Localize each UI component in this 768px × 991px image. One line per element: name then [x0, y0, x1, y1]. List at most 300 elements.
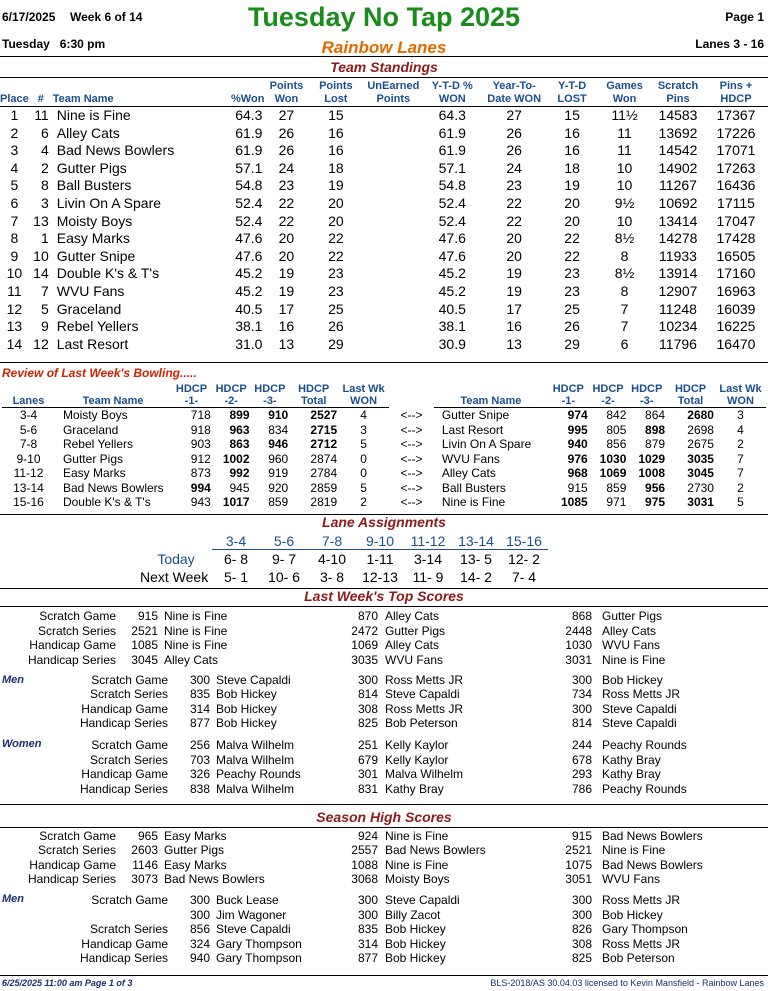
- review-cell: 3: [360, 422, 367, 437]
- standings-cell: 5: [40, 300, 49, 317]
- section-season-title: Season High Scores: [316, 809, 452, 825]
- score-value: 300: [571, 673, 592, 687]
- standings-cell: 17115: [717, 194, 755, 211]
- score-category: Handicap Series: [27, 652, 116, 667]
- score-category: Scratch Game: [39, 829, 116, 843]
- table-row: [0, 336, 768, 354]
- standings-cell: Gutter Snipe: [56, 247, 136, 264]
- score-value: 300: [189, 893, 210, 907]
- lane-pair-header: 13-14: [452, 533, 500, 550]
- review-cell: Gutter Pigs: [62, 451, 123, 466]
- review-cell: 1085: [560, 495, 588, 509]
- review-cell: Gutter Snipe: [441, 408, 510, 422]
- standings-cell: 61.9: [438, 142, 466, 159]
- review-cell: 0: [360, 451, 367, 466]
- standings-cell: 13914: [658, 265, 698, 282]
- standings-cell: 14542: [658, 142, 698, 159]
- table-row: [140, 568, 548, 586]
- score-value: 1075: [565, 857, 592, 872]
- standings-cell: 13: [278, 335, 295, 352]
- score-category: Handicap Game: [81, 936, 168, 951]
- score-name: Ross Metts JR: [385, 701, 464, 716]
- score-name: Steve Capaldi: [216, 673, 291, 687]
- review-cell: 940: [567, 437, 588, 451]
- score-name: Gary Thompson: [216, 936, 302, 951]
- review-cell: <-->: [400, 480, 423, 495]
- review-cell: 1008: [638, 466, 666, 480]
- review-cell: 0: [360, 466, 367, 480]
- standings-cell: [363, 195, 423, 213]
- standings-cell: 16: [328, 124, 344, 141]
- score-name: Bad News Bowlers: [602, 829, 703, 843]
- standings-header: UnEarned Points: [363, 80, 423, 107]
- score-value: 856: [189, 922, 210, 936]
- standings-cell: 13414: [658, 212, 698, 229]
- score-value: 300: [357, 893, 378, 907]
- review-cell: 2680: [687, 408, 714, 422]
- review-cell: 1069: [599, 466, 627, 480]
- standings-cell: 9: [10, 247, 19, 264]
- table-row: [0, 265, 768, 283]
- review-cell: Alley Cats: [441, 466, 496, 480]
- table-row: [0, 107, 768, 125]
- lane-matchup: 7- 4: [511, 569, 537, 585]
- standings-cell: 17047: [716, 212, 756, 229]
- score-value: 308: [357, 701, 378, 716]
- review-cell: 5: [360, 480, 367, 495]
- review-cell: Ball Busters: [441, 480, 506, 495]
- standings-cell: 57.1: [235, 159, 263, 176]
- standings-cell: 64.3: [438, 107, 466, 123]
- standings-cell: 22: [278, 212, 295, 229]
- standings-cell: 29: [564, 335, 580, 352]
- standings-cell: 16: [564, 142, 580, 159]
- score-name: Alley Cats: [385, 638, 440, 652]
- score-value: 965: [137, 829, 158, 843]
- standings-cell: 9: [40, 318, 49, 335]
- table-row: [0, 283, 768, 301]
- review-cell: 3031: [687, 495, 714, 509]
- standings-cell: 10234: [658, 318, 698, 335]
- score-value: 1069: [351, 638, 378, 652]
- score-name: Bob Hickey: [216, 687, 277, 702]
- review-cell: 920: [268, 480, 289, 495]
- standings-cell: [363, 265, 423, 283]
- score-value: 1085: [131, 638, 158, 652]
- review-cell: <-->: [400, 422, 423, 437]
- standings-cell: 8: [40, 177, 49, 194]
- standings-cell: 17: [506, 300, 522, 317]
- standings-cell: 20: [564, 194, 580, 211]
- score-value: 1030: [565, 638, 592, 652]
- review-cell: 834: [268, 422, 289, 437]
- divider: [0, 77, 768, 78]
- standings-cell: 11½: [611, 107, 638, 123]
- lane-pair-header: 5-6: [260, 533, 308, 550]
- score-name: Jim Wagoner: [216, 907, 287, 922]
- score-name: Steve Capaldi: [602, 715, 677, 730]
- review-cell: 960: [268, 451, 289, 466]
- review-cell: 3-4: [19, 408, 38, 422]
- review-cell: 3045: [687, 466, 714, 480]
- standings-cell: 18: [564, 159, 580, 176]
- standings-cell: 27: [278, 107, 295, 123]
- standings-cell: 5: [10, 177, 19, 194]
- standings-cell: Ball Busters: [56, 177, 132, 194]
- score-name: Bob Hickey: [385, 936, 446, 951]
- review-cell: 903: [190, 437, 211, 451]
- table-row: [2, 437, 766, 452]
- score-category: Scratch Series: [37, 843, 116, 858]
- standings-cell: 8: [10, 230, 19, 247]
- standings-cell: 47.6: [235, 247, 263, 264]
- score-name: Peachy Rounds: [602, 781, 687, 796]
- score-name: Alley Cats: [164, 652, 219, 667]
- score-value: 2521: [565, 843, 592, 858]
- lane-pair-header: 7-8: [308, 533, 356, 550]
- standings-cell: 27: [506, 107, 522, 123]
- standings-cell: 17071: [716, 142, 756, 159]
- score-name: Billy Zacot: [385, 907, 441, 922]
- standings-cell: 6: [620, 335, 629, 352]
- score-value: 877: [189, 715, 210, 730]
- score-category: Scratch Series: [37, 623, 116, 638]
- standings-cell: 11: [34, 107, 49, 123]
- review-cell: 945: [229, 480, 250, 495]
- score-value: 300: [571, 907, 592, 922]
- review-cell: 946: [268, 437, 289, 451]
- standings-cell: 54.8: [438, 177, 466, 194]
- lane-matchup: 10- 6: [268, 569, 300, 585]
- standings-cell: 14: [6, 335, 23, 352]
- score-name: Bad News Bowlers: [164, 872, 265, 887]
- lane-row-label: Today: [157, 550, 195, 567]
- review-cell: 2: [360, 495, 367, 509]
- standings-cell: 10: [616, 177, 633, 194]
- score-name: Bad News Bowlers: [385, 843, 486, 858]
- standings-cell: 52.4: [235, 194, 263, 211]
- score-value: 2557: [351, 843, 378, 858]
- table-row: [0, 230, 768, 248]
- review-header: HDCP Total: [289, 383, 338, 408]
- table-row: [2, 423, 766, 438]
- standings-header: #: [29, 80, 53, 107]
- lane-pair-header: 3-4: [212, 533, 260, 550]
- standings-cell: 16039: [716, 300, 756, 317]
- standings-cell: 30.9: [438, 335, 466, 352]
- score-name: Bob Hickey: [385, 951, 446, 965]
- score-name: Steve Capaldi: [385, 893, 460, 907]
- score-value: 831: [357, 781, 378, 796]
- score-name: Moisty Boys: [385, 872, 450, 887]
- standings-cell: 23: [278, 177, 295, 194]
- standings-cell: 61.9: [235, 142, 263, 159]
- lane-matchup: 12- 2: [508, 551, 540, 567]
- standings-cell: 40.5: [235, 300, 263, 317]
- score-value: 293: [571, 767, 592, 781]
- standings-cell: 10: [33, 247, 49, 264]
- lane-matchup: 12-13: [362, 569, 398, 585]
- standings-cell: 26: [278, 142, 295, 159]
- review-cell: 863: [229, 437, 250, 451]
- score-name: Ross Metts JR: [602, 936, 681, 951]
- review-cell: 899: [229, 408, 250, 422]
- lane-matchup: 5- 1: [223, 569, 249, 585]
- review-cell: 5: [737, 495, 744, 509]
- review-cell: 13-14: [13, 480, 44, 495]
- section-review-title: Review of Last Week's Bowling.....: [2, 366, 197, 380]
- table-row: [0, 125, 768, 143]
- score-name: Ross Metts JR: [602, 893, 681, 907]
- standings-cell: 64.3: [235, 107, 263, 123]
- review-cell: 2712: [310, 437, 338, 451]
- review-cell: 992: [229, 466, 250, 480]
- standings-table: [0, 80, 768, 353]
- score-category: Handicap Game: [81, 701, 168, 716]
- standings-cell: 47.6: [235, 230, 263, 247]
- review-cell: Double K's & T's: [62, 495, 151, 509]
- score-name: Alley Cats: [385, 609, 440, 623]
- review-cell: <-->: [400, 466, 423, 480]
- lane-pair-header: 11-12: [404, 533, 452, 550]
- standings-cell: 22: [328, 230, 344, 247]
- standings-cell: 17263: [716, 159, 756, 176]
- score-name: Gutter Pigs: [602, 609, 663, 623]
- standings-cell: Bad News Bowlers: [56, 142, 175, 159]
- score-name: Nine is Fine: [602, 652, 666, 667]
- standings-cell: 24: [278, 159, 295, 176]
- table-row: [2, 452, 766, 467]
- review-header: HDCP -3-: [251, 383, 290, 408]
- standings-cell: 16225: [716, 318, 756, 335]
- standings-cell: 16: [564, 124, 580, 141]
- review-header: HDCP Total: [666, 383, 715, 408]
- lane-matchup: 3-14: [413, 551, 443, 567]
- standings-cell: 23: [564, 265, 580, 282]
- standings-cell: 2: [40, 159, 49, 176]
- score-category: Scratch Series: [89, 687, 168, 702]
- lane-matchup: 6- 8: [223, 551, 249, 567]
- standings-cell: Alley Cats: [56, 124, 120, 141]
- review-cell: 975: [645, 495, 666, 509]
- standings-cell: 22: [506, 194, 522, 211]
- score-value: 3051: [565, 872, 592, 887]
- standings-cell: [363, 283, 423, 301]
- footer-left: 6/25/2025 11:00 am Page 1 of 3: [2, 978, 133, 988]
- standings-cell: 16963: [716, 282, 756, 299]
- review-cell: 974: [567, 408, 588, 422]
- score-value: 814: [357, 687, 378, 702]
- review-cell: 3035: [687, 451, 714, 466]
- score-name: Bob Peterson: [602, 951, 675, 965]
- review-header: [389, 383, 434, 408]
- review-cell: 2698: [687, 422, 714, 437]
- score-name: Nine is Fine: [164, 623, 228, 638]
- league-title: Tuesday No Tap 2025: [247, 2, 521, 32]
- season-men-label: Men: [2, 893, 24, 905]
- lane-assignments-table: [140, 533, 548, 586]
- score-value: 314: [357, 936, 378, 951]
- score-value: 256: [189, 738, 210, 752]
- standings-cell: Livin On A Spare: [56, 194, 162, 211]
- score-value: 826: [571, 922, 592, 936]
- score-value: 2603: [131, 843, 158, 858]
- score-name: WVU Fans: [602, 638, 661, 652]
- score-name: Bob Peterson: [385, 715, 458, 730]
- table-row: [0, 160, 768, 178]
- divider: [0, 56, 768, 57]
- review-cell: 864: [645, 408, 666, 422]
- standings-cell: 22: [328, 247, 344, 264]
- table-row: [2, 466, 766, 481]
- standings-cell: 12907: [658, 282, 698, 299]
- standings-cell: Moisty Boys: [56, 212, 133, 229]
- standings-cell: 13692: [658, 124, 698, 141]
- score-name: Peachy Rounds: [602, 738, 687, 752]
- review-cell: 968: [567, 466, 588, 480]
- standings-cell: 20: [328, 212, 344, 229]
- standings-cell: 52.4: [235, 212, 263, 229]
- section-standings-title: Team Standings: [330, 59, 438, 75]
- review-cell: Easy Marks: [62, 466, 126, 480]
- standings-cell: [363, 142, 423, 160]
- score-name: Malva Wilhelm: [216, 738, 295, 752]
- lane-row-label: Next Week: [140, 569, 209, 585]
- review-cell: 1029: [638, 451, 666, 466]
- divider: [0, 827, 768, 828]
- score-name: Ross Metts JR: [385, 673, 464, 687]
- standings-cell: 17: [278, 300, 295, 317]
- standings-cell: 45.2: [438, 282, 466, 299]
- score-name: Nine is Fine: [602, 843, 666, 858]
- table-row: [140, 550, 548, 569]
- standings-header: Place: [0, 80, 29, 107]
- review-cell: 2: [737, 480, 744, 495]
- divider: [0, 606, 768, 607]
- standings-cell: 8½: [614, 265, 635, 282]
- standings-cell: 13: [33, 212, 49, 229]
- standings-cell: 26: [328, 318, 344, 335]
- lane-matchup: 13- 5: [460, 551, 492, 567]
- score-name: Kelly Kaylor: [385, 738, 449, 752]
- standings-cell: 4: [40, 142, 49, 159]
- standings-cell: 16436: [716, 177, 756, 194]
- page-number: Page 1: [725, 10, 764, 24]
- score-category: Scratch Game: [39, 609, 116, 623]
- standings-cell: [363, 230, 423, 248]
- review-cell: 2874: [310, 451, 338, 466]
- standings-cell: 18: [328, 159, 344, 176]
- review-header: HDCP -3-: [627, 383, 666, 408]
- score-category: Handicap Series: [79, 951, 168, 965]
- review-cell: 5-6: [19, 422, 38, 437]
- standings-header: Year-To-Date WON: [481, 80, 547, 107]
- standings-header: Games Won: [597, 80, 652, 107]
- standings-cell: 11933: [659, 247, 697, 264]
- review-cell: 2: [737, 437, 744, 451]
- day-time: Tuesday 6:30 pm: [2, 37, 106, 51]
- standings-cell: 20: [564, 212, 580, 229]
- score-value: 308: [571, 936, 592, 951]
- standings-cell: Graceland: [56, 300, 122, 317]
- review-cell: 805: [606, 422, 627, 437]
- score-name: Steve Capaldi: [385, 687, 460, 702]
- review-header: HDCP -1-: [548, 383, 589, 408]
- standings-cell: 4: [10, 159, 19, 176]
- review-cell: 2859: [310, 480, 338, 495]
- score-name: Buck Lease: [216, 893, 279, 907]
- standings-cell: 23: [328, 265, 344, 282]
- score-value: 251: [357, 738, 378, 752]
- score-value: 814: [571, 715, 592, 730]
- score-value: 301: [357, 767, 378, 781]
- review-cell: 5: [360, 437, 367, 451]
- review-cell: 912: [190, 451, 211, 466]
- review-cell: Bad News Bowlers: [62, 480, 164, 495]
- score-category: Scratch Game: [91, 893, 168, 907]
- center-name: Rainbow Lanes: [321, 38, 447, 57]
- review-cell: 856: [606, 437, 627, 451]
- review-cell: 898: [645, 422, 666, 437]
- score-value: 2448: [565, 623, 592, 638]
- standings-cell: 19: [328, 177, 344, 194]
- review-cell: Rebel Yellers: [62, 437, 134, 451]
- score-value: 703: [189, 752, 210, 767]
- table-row: [0, 301, 768, 319]
- review-cell: 7: [737, 466, 744, 480]
- standings-cell: 14: [33, 265, 49, 282]
- standings-cell: 38.1: [235, 318, 263, 335]
- standings-cell: 3: [40, 194, 49, 211]
- section-top-title: Last Week's Top Scores: [304, 588, 464, 604]
- score-value: 734: [571, 687, 592, 702]
- review-cell: 1017: [222, 495, 250, 509]
- review-cell: Moisty Boys: [62, 408, 128, 422]
- standings-cell: 11796: [659, 335, 697, 352]
- standings-cell: 25: [564, 300, 580, 317]
- standings-cell: 22: [278, 194, 295, 211]
- score-value: 300: [189, 673, 210, 687]
- standings-cell: Gutter Pigs: [56, 159, 127, 176]
- divider: [0, 975, 768, 976]
- review-cell: 873: [190, 466, 211, 480]
- review-cell: 919: [268, 466, 289, 480]
- standings-header: Pins + HDCP: [704, 80, 768, 107]
- standings-cell: 10: [616, 159, 633, 176]
- standings-cell: [363, 318, 423, 336]
- review-header: Last Wk WON: [338, 383, 389, 408]
- standings-cell: 6: [10, 194, 19, 211]
- score-value: 868: [571, 609, 592, 623]
- standings-cell: 52.4: [438, 194, 466, 211]
- standings-header: Team Name: [53, 80, 223, 107]
- standings-cell: 17226: [716, 124, 756, 141]
- score-name: Nine is Fine: [164, 609, 228, 623]
- score-value: 877: [357, 951, 378, 965]
- score-name: Easy Marks: [164, 829, 227, 843]
- standings-cell: 20: [278, 230, 295, 247]
- score-value: 825: [571, 951, 592, 965]
- lane-matchup: 4-10: [317, 551, 347, 567]
- standings-cell: WVU Fans: [56, 282, 125, 299]
- score-value: 679: [357, 752, 378, 767]
- standings-cell: 11: [617, 142, 632, 159]
- score-value: 835: [357, 922, 378, 936]
- score-name: Gutter Pigs: [164, 843, 225, 858]
- review-cell: 918: [190, 422, 211, 437]
- standings-cell: 19: [278, 265, 295, 282]
- review-cell: 994: [190, 480, 211, 495]
